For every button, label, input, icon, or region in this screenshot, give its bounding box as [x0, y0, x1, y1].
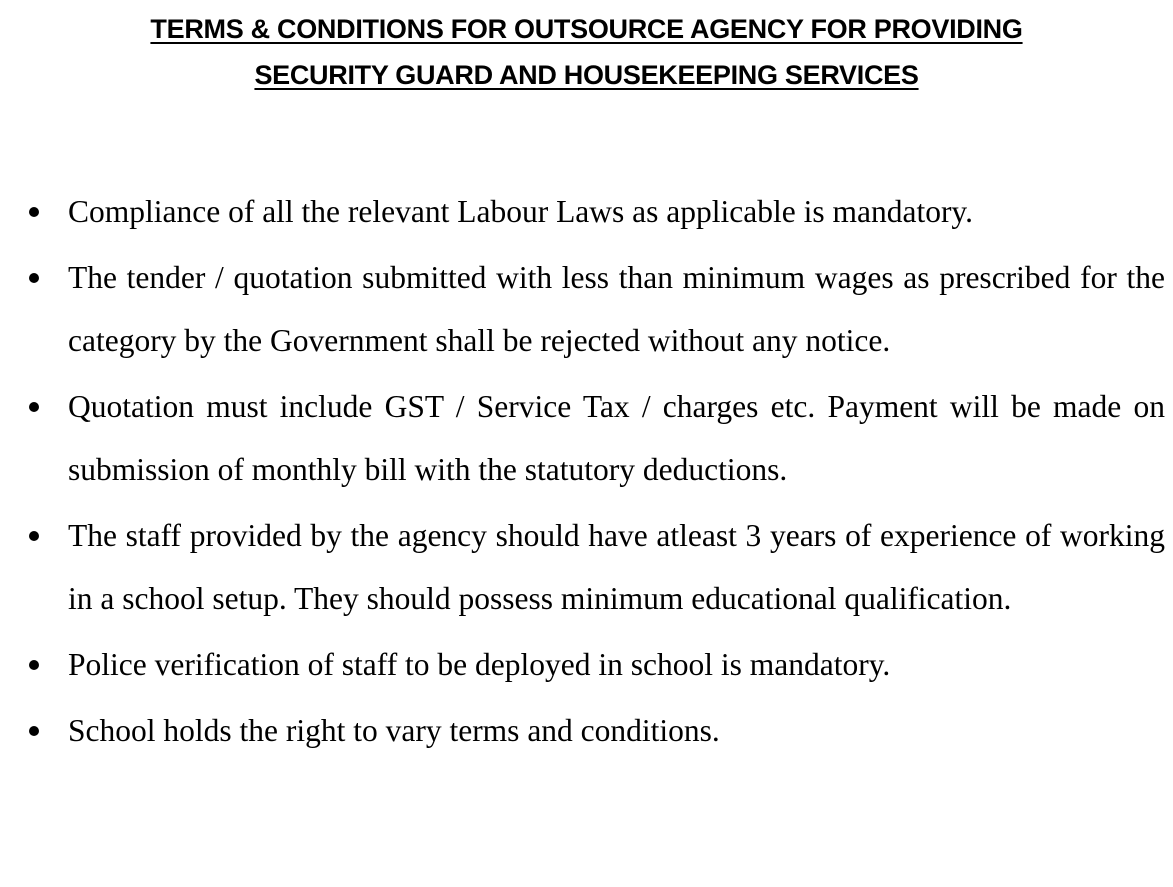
term-text: School holds the right to vary terms and conditions. — [68, 713, 720, 748]
bullet-icon — [27, 375, 41, 438]
bullet-icon — [27, 699, 41, 762]
document-title — [0, 6, 1173, 98]
bullet-icon — [27, 633, 41, 696]
term-item — [0, 375, 1173, 501]
bullet-icon — [27, 246, 41, 309]
term-text: Quotation must include GST / Service Tax / charges etc. Payment will be made on submission of monthly bill with the statutory deductions. — [68, 389, 1165, 487]
title-line-2: SECURITY GUARD AND HOUSEKEEPING SERVICES — [254, 60, 919, 90]
term-item — [0, 699, 1173, 762]
title-line-1: TERMS & CONDITIONS FOR OUTSOURCE AGENCY FOR PROVIDING — [150, 14, 1023, 44]
term-item — [0, 504, 1173, 630]
bullet-icon — [27, 180, 41, 243]
bullet-icon — [27, 504, 41, 567]
term-item — [0, 633, 1173, 696]
term-item — [0, 180, 1173, 243]
term-item — [0, 246, 1173, 372]
term-text: Compliance of all the relevant Labour Laws as applicable is mandatory. — [68, 194, 974, 229]
term-text: Police verification of staff to be deployed in school is mandatory. — [68, 647, 891, 682]
term-text: The tender / quotation submitted with less than minimum wages as prescribed for the category by the Government shall be rejected without any notice. — [68, 260, 1165, 358]
terms-list — [0, 180, 1173, 765]
term-text: The staff provided by the agency should have atleast 3 years of experience of working in a school setup. They should possess minimum educational qualification. — [68, 518, 1165, 616]
